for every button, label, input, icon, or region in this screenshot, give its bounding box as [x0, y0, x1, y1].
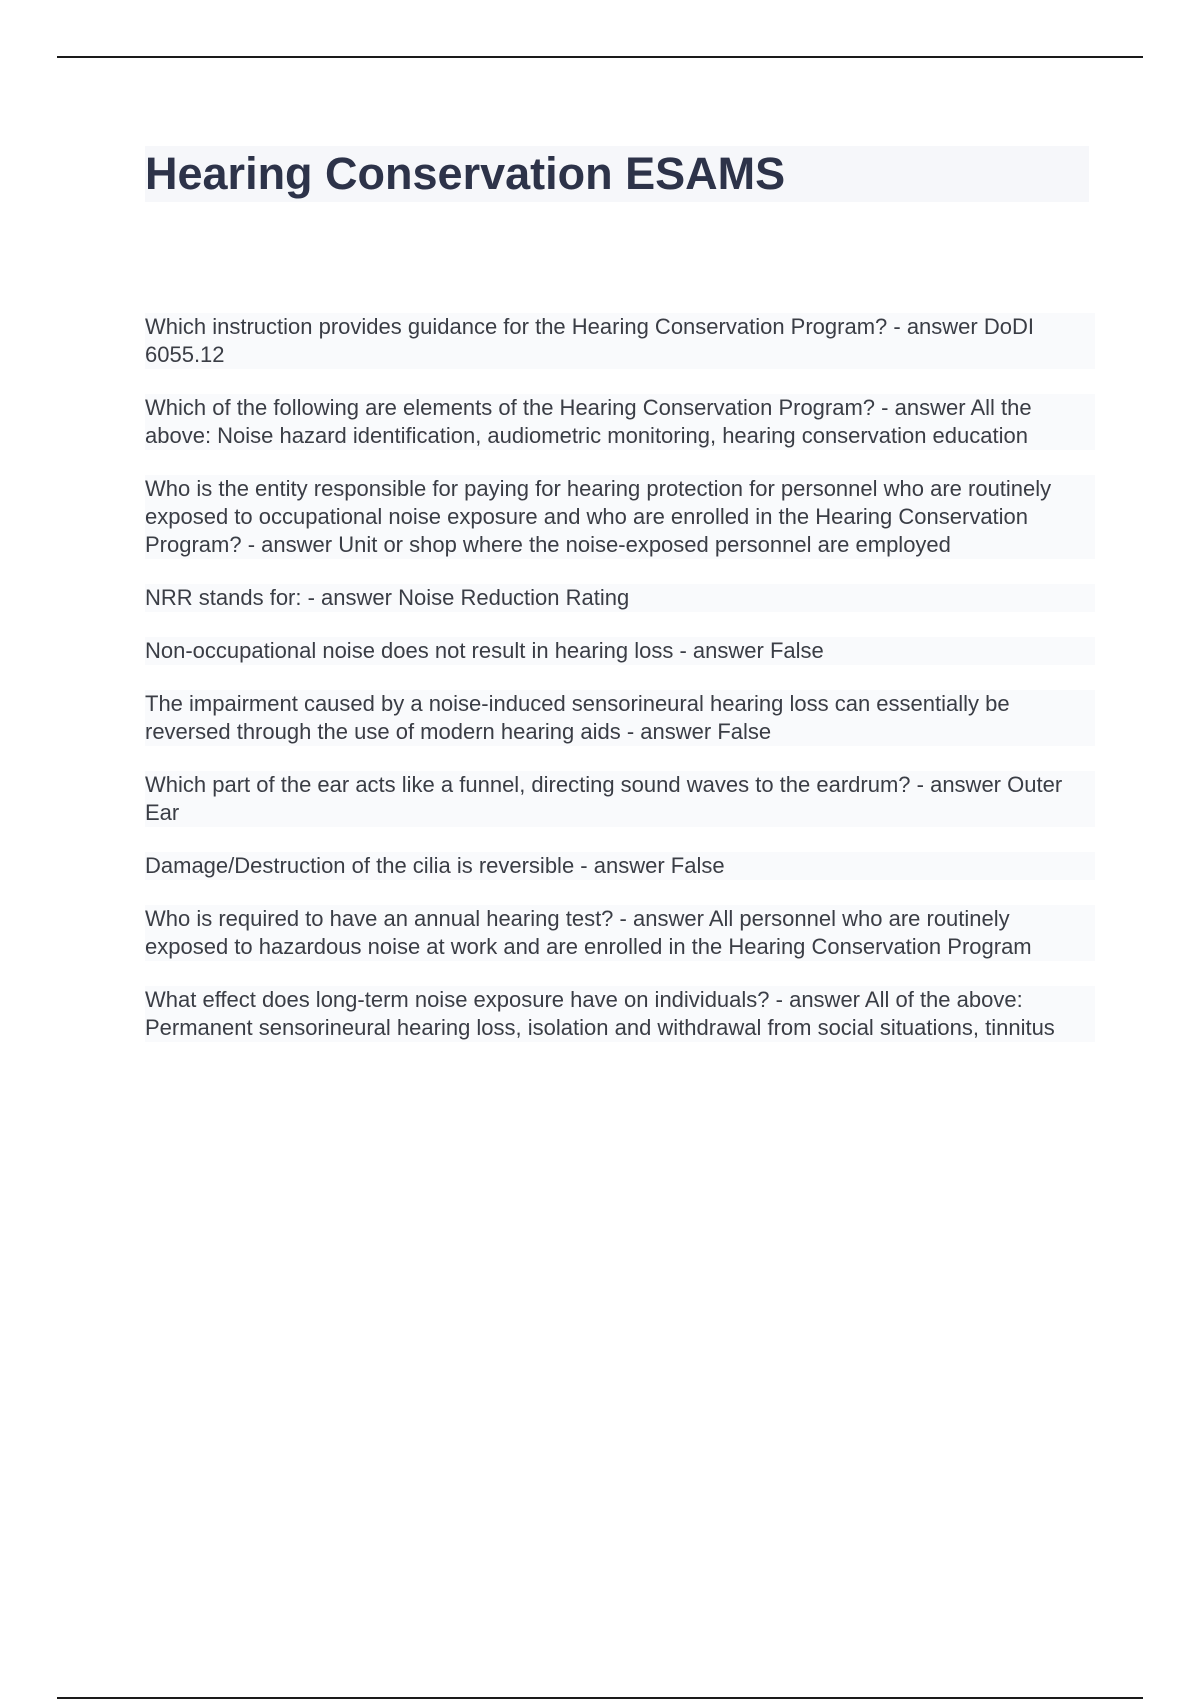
qa-item: [145, 584, 1095, 612]
bottom-divider: [57, 1697, 1143, 1699]
qa-answer: DoDI 6055.12: [145, 314, 1034, 367]
qa-separator: - answer: [673, 638, 764, 663]
qa-item: [145, 986, 1095, 1042]
qa-answer: Outer Ear: [145, 772, 1063, 825]
qa-question: Who is the entity responsible for paying for hearing protection for personnel who are routinely exposed to occupational noise exposure and who are enrolled in the Hearing Conservation Program?: [145, 476, 1052, 557]
qa-item: [145, 313, 1095, 369]
qa-separator: - answer: [887, 314, 978, 339]
qa-separator: - answer: [769, 987, 861, 1012]
qa-item: [145, 637, 1095, 665]
qa-question: NRR stands for:: [145, 585, 302, 610]
qa-item: [145, 771, 1095, 827]
qa-separator: - answer: [301, 585, 392, 610]
qa-separator: - answer: [910, 772, 1002, 797]
qa-question: What effect does long-term noise exposure have on individuals?: [145, 987, 770, 1012]
qa-answer: All of the above: Permanent sensorineural hearing loss, isolation and withdrawal from social situations, tinnitus: [145, 987, 1055, 1040]
qa-separator: - answer: [613, 906, 704, 931]
qa-question: Which instruction provides guidance for the Hearing Conservation Program?: [145, 314, 888, 339]
qa-answer: Noise Reduction Rating: [398, 585, 630, 610]
qa-separator: - answer: [875, 395, 966, 420]
qa-question: Non-occupational noise does not result in hearing loss: [145, 638, 674, 663]
qa-separator: - answer: [241, 532, 333, 557]
qa-answer: All personnel who are routinely exposed to hazardous noise at work and are enrolled in the Hearing Conservation Program: [145, 906, 1032, 959]
qa-item: [145, 690, 1095, 746]
qa-separator: - answer: [574, 853, 665, 878]
qa-question: Damage/Destruction of the cilia is reversible: [145, 853, 575, 878]
qa-question: Who is required to have an annual hearing test?: [145, 906, 614, 931]
qa-item: [145, 852, 1095, 880]
qa-separator: - answer: [620, 719, 712, 744]
qa-answer: False: [670, 853, 725, 878]
top-divider: [57, 56, 1143, 58]
qa-item: [145, 394, 1095, 450]
qa-answer: False: [717, 719, 772, 744]
qa-answer: All the above: Noise hazard identification, audiometric monitoring, hearing conservation education: [145, 395, 1032, 448]
qa-item: [145, 905, 1095, 961]
qa-answer: Unit or shop where the noise-exposed personnel are employed: [338, 532, 951, 557]
qa-list: [145, 313, 1095, 1067]
qa-question: Which of the following are elements of the Hearing Conservation Program?: [145, 395, 876, 420]
qa-item: [145, 475, 1095, 559]
qa-answer: False: [769, 638, 824, 663]
qa-question: Which part of the ear acts like a funnel, directing sound waves to the eardrum?: [145, 772, 911, 797]
document-title: Hearing Conservation ESAMS: [145, 148, 786, 199]
qa-question: The impairment caused by a noise-induced sensorineural hearing loss can essentially be reversed through the use of modern hearing aids: [145, 691, 1010, 744]
